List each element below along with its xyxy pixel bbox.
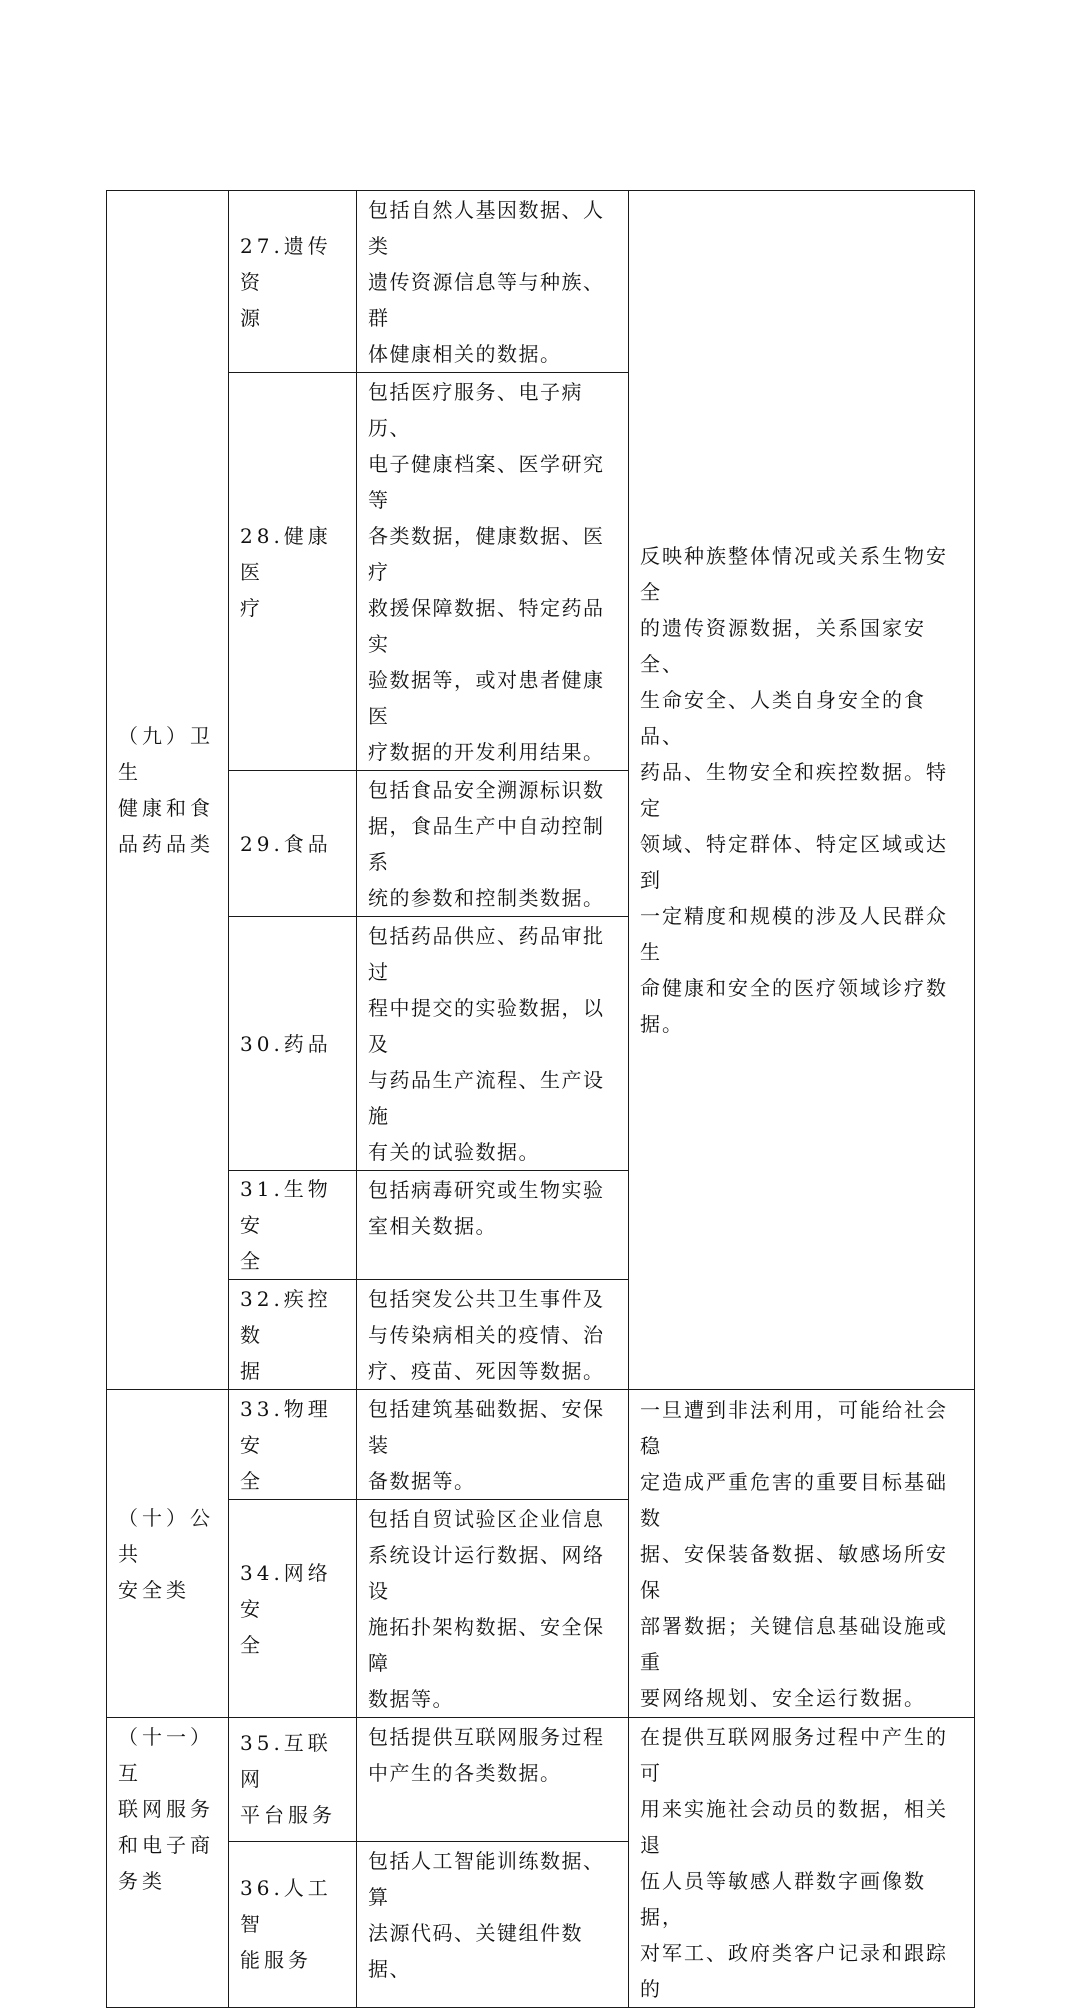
item-name: 34.网络安 全 — [229, 1500, 357, 1718]
judgement-security: 一旦遭到非法利用，可能给社会稳 定造成严重危害的重要目标基础数 据、安保装备数据、敏感场所安保 部署数据；关键信息基础设施或重 要网络规划、安全运行数据。 — [629, 1390, 975, 1718]
item-description: 包括建筑基础数据、安保装 备数据等。 — [357, 1390, 629, 1500]
item-description: 包括医疗服务、电子病历、 电子健康档案、医学研究等 各类数据，健康数据、医疗 救援保障数据、特定药品实 验数据等，或对患者健康医 疗数据的开发利用结果。 — [357, 373, 629, 771]
item-description: 包括自然人基因数据、人类 遗传资源信息等与种族、群 体健康相关的数据。 — [357, 191, 629, 373]
judgement-health: 反映种族整体情况或关系生物安全 的遗传资源数据，关系国家安全、 生命安全、人类自身安全的食品、 药品、生物安全和疾控数据。特定 领域、特定群体、特定区域或达到 一定精度和规模的涉及人民群众生 命健康和安全的医疗领域诊疗数 据。 — [629, 191, 975, 1390]
item-name: 29.食品 — [229, 771, 357, 917]
table-row — [107, 191, 975, 373]
item-description: 包括药品供应、药品审批过 程中提交的实验数据，以及 与药品生产流程、生产设施 有关的试验数据。 — [357, 917, 629, 1171]
item-name: 30.药品 — [229, 917, 357, 1171]
item-name: 27.遗传资 源 — [229, 191, 357, 373]
item-description: 包括人工智能训练数据、算 法源代码、关键组件数据、 — [357, 1841, 629, 2007]
item-name: 36.人工智 能服务 — [229, 1841, 357, 2007]
item-name: 32.疾控数 据 — [229, 1280, 357, 1390]
table-row — [107, 1718, 975, 1842]
item-description: 包括食品安全溯源标识数 据，食品生产中自动控制系 统的参数和控制类数据。 — [357, 771, 629, 917]
item-description: 包括病毒研究或生物实验 室相关数据。 — [357, 1171, 629, 1280]
category-security: （十）公共 安全类 — [107, 1390, 229, 1718]
judgement-internet: 在提供互联网服务过程中产生的可 用来实施社会动员的数据，相关退 伍人员等敏感人群数字画像数据， 对军工、政府类客户记录和跟踪的 — [629, 1718, 975, 2008]
item-description: 包括自贸试验区企业信息 系统设计运行数据、网络设 施拓扑架构数据、安全保障 数据等。 — [357, 1500, 629, 1718]
category-internet: （十一）互 联网服务 和电子商 务类 — [107, 1718, 229, 2008]
item-name: 31.生物安 全 — [229, 1171, 357, 1280]
item-name: 35.互联网 平台服务 — [229, 1718, 357, 1842]
item-description: 包括突发公共卫生事件及 与传染病相关的疫情、治 疗、疫苗、死因等数据。 — [357, 1280, 629, 1390]
item-name: 33.物理安 全 — [229, 1390, 357, 1500]
category-health: （九）卫生 健康和食 品药品类 — [107, 191, 229, 1390]
item-description: 包括提供互联网服务过程 中产生的各类数据。 — [357, 1718, 629, 1842]
data-catalog-table — [106, 190, 975, 2008]
item-name: 28.健康医 疗 — [229, 373, 357, 771]
table-row — [107, 1390, 975, 1500]
